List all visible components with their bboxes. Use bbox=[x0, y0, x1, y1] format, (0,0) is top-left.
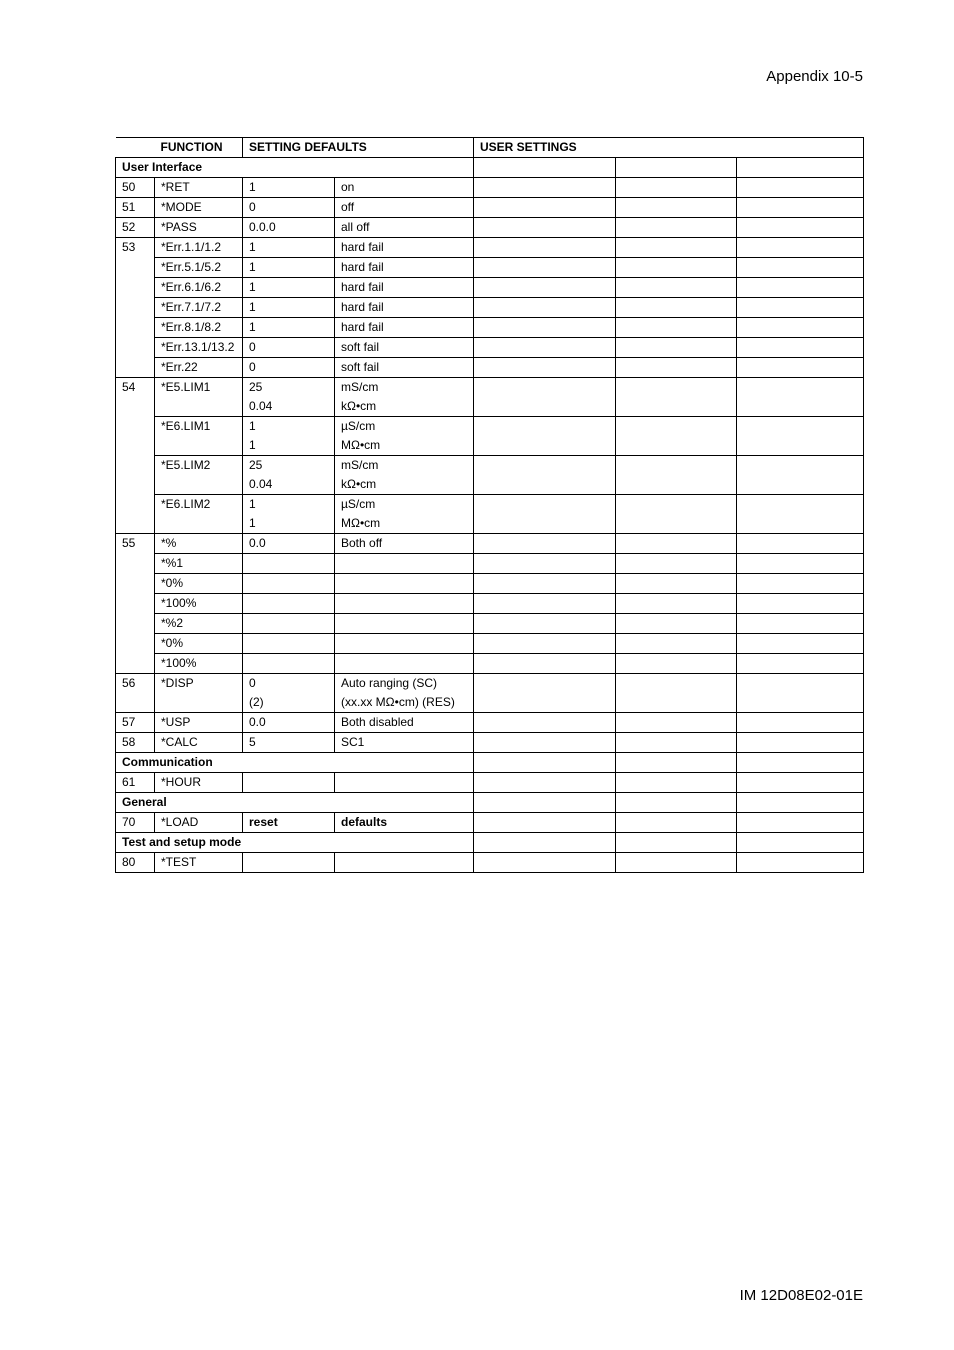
user-cell bbox=[616, 733, 737, 753]
default-description bbox=[335, 773, 474, 793]
default-value: 0.0 bbox=[243, 713, 335, 733]
row-number: 61 bbox=[116, 773, 155, 793]
row-number: 50 bbox=[116, 178, 155, 198]
default-value: 0 bbox=[243, 198, 335, 218]
function-name: *0% bbox=[155, 574, 243, 594]
user-cell bbox=[616, 833, 737, 853]
user-cell bbox=[737, 773, 864, 793]
table-row bbox=[116, 495, 864, 534]
user-cell bbox=[474, 417, 616, 456]
function-name: *E5.LIM1 bbox=[155, 378, 243, 417]
value-line: 25 bbox=[249, 458, 263, 472]
table-row bbox=[116, 554, 864, 574]
unit-line: kΩ•cm bbox=[341, 477, 377, 491]
default-description bbox=[335, 614, 474, 634]
unit-line: Auto ranging (SC) bbox=[341, 676, 438, 690]
default-value: 1 bbox=[243, 318, 335, 338]
user-cell bbox=[616, 358, 737, 378]
user-cell bbox=[737, 298, 864, 318]
row-number: 56 bbox=[116, 674, 155, 713]
table-row bbox=[116, 338, 864, 358]
default-value: 0 bbox=[243, 338, 335, 358]
user-cell bbox=[616, 198, 737, 218]
user-cell bbox=[737, 198, 864, 218]
function-name: *Err.7.1/7.2 bbox=[155, 298, 243, 318]
section-test-setup: Test and setup mode bbox=[116, 833, 474, 853]
user-cell bbox=[616, 158, 737, 178]
user-cell bbox=[616, 298, 737, 318]
user-cell bbox=[616, 554, 737, 574]
user-cell bbox=[737, 456, 864, 495]
settings-table bbox=[115, 137, 864, 873]
section-row bbox=[116, 793, 864, 813]
section-row bbox=[116, 753, 864, 773]
default-value bbox=[243, 594, 335, 614]
function-name: *%1 bbox=[155, 554, 243, 574]
user-cell bbox=[474, 278, 616, 298]
user-cell bbox=[474, 574, 616, 594]
user-cell bbox=[474, 793, 616, 813]
user-cell bbox=[737, 178, 864, 198]
unit-line: MΩ•cm bbox=[341, 516, 381, 530]
user-cell bbox=[616, 318, 737, 338]
user-cell bbox=[474, 258, 616, 278]
function-name: *0% bbox=[155, 634, 243, 654]
user-cell bbox=[474, 833, 616, 853]
user-cell bbox=[474, 674, 616, 713]
function-name: *Err.8.1/8.2 bbox=[155, 318, 243, 338]
default-description bbox=[335, 594, 474, 614]
table-row bbox=[116, 278, 864, 298]
user-cell bbox=[474, 456, 616, 495]
section-communication: Communication bbox=[116, 753, 474, 773]
table-row bbox=[116, 417, 864, 456]
default-description: soft fail bbox=[335, 358, 474, 378]
user-cell bbox=[616, 278, 737, 298]
user-cell bbox=[737, 594, 864, 614]
table-header-row bbox=[116, 138, 864, 158]
default-description bbox=[335, 495, 474, 534]
table-row bbox=[116, 733, 864, 753]
section-user-interface: User Interface bbox=[116, 158, 474, 178]
user-cell bbox=[616, 178, 737, 198]
default-value bbox=[243, 554, 335, 574]
function-name: *E6.LIM2 bbox=[155, 495, 243, 534]
function-name: *MODE bbox=[155, 198, 243, 218]
user-cell bbox=[616, 674, 737, 713]
default-value bbox=[243, 654, 335, 674]
unit-line: MΩ•cm bbox=[341, 438, 381, 452]
unit-line: kΩ•cm bbox=[341, 399, 377, 413]
default-description: all off bbox=[335, 218, 474, 238]
user-cell bbox=[474, 338, 616, 358]
default-value: 5 bbox=[243, 733, 335, 753]
default-value bbox=[243, 773, 335, 793]
user-cell bbox=[474, 614, 616, 634]
user-cell bbox=[474, 358, 616, 378]
section-general: General bbox=[116, 793, 474, 813]
table-row bbox=[116, 594, 864, 614]
user-cell bbox=[737, 338, 864, 358]
user-cell bbox=[474, 554, 616, 574]
function-name: *USP bbox=[155, 713, 243, 733]
user-cell bbox=[616, 534, 737, 554]
user-cell bbox=[737, 654, 864, 674]
function-name: *Err.6.1/6.2 bbox=[155, 278, 243, 298]
table-row bbox=[116, 654, 864, 674]
default-value: 1 bbox=[243, 178, 335, 198]
value-line: 0.04 bbox=[249, 399, 273, 413]
function-name: *E6.LIM1 bbox=[155, 417, 243, 456]
user-cell bbox=[737, 495, 864, 534]
row-number: 70 bbox=[116, 813, 155, 833]
function-name: *% bbox=[155, 534, 243, 554]
value-line: 0.04 bbox=[249, 477, 273, 491]
table-row bbox=[116, 238, 864, 258]
user-cell bbox=[474, 634, 616, 654]
default-description: off bbox=[335, 198, 474, 218]
table-row bbox=[116, 318, 864, 338]
default-value bbox=[243, 674, 335, 713]
default-value bbox=[243, 378, 335, 417]
value-line: (2) bbox=[249, 695, 264, 709]
function-name: *LOAD bbox=[155, 813, 243, 833]
table-row bbox=[116, 614, 864, 634]
default-description bbox=[335, 456, 474, 495]
table-row bbox=[116, 813, 864, 833]
default-value: reset bbox=[243, 813, 335, 833]
user-cell bbox=[616, 634, 737, 654]
function-name: *E5.LIM2 bbox=[155, 456, 243, 495]
table-row bbox=[116, 298, 864, 318]
default-value: 1 bbox=[243, 258, 335, 278]
unit-line: µS/cm bbox=[341, 497, 376, 511]
section-row bbox=[116, 158, 864, 178]
user-cell bbox=[737, 713, 864, 733]
header-user-settings: USER SETTINGS bbox=[474, 138, 864, 158]
default-value bbox=[243, 634, 335, 654]
user-cell bbox=[616, 338, 737, 358]
page-header: Appendix 10-5 bbox=[766, 68, 863, 85]
value-line: 25 bbox=[249, 380, 263, 394]
user-cell bbox=[474, 853, 616, 873]
user-cell bbox=[737, 614, 864, 634]
function-name: *RET bbox=[155, 178, 243, 198]
table-row bbox=[116, 378, 864, 417]
header-function: FUNCTION bbox=[155, 138, 243, 158]
table-row bbox=[116, 713, 864, 733]
default-description: hard fail bbox=[335, 258, 474, 278]
row-number: 57 bbox=[116, 713, 155, 733]
user-cell bbox=[737, 318, 864, 338]
user-cell bbox=[737, 793, 864, 813]
default-description bbox=[335, 634, 474, 654]
user-cell bbox=[474, 198, 616, 218]
table-row bbox=[116, 773, 864, 793]
header-blank bbox=[116, 138, 155, 158]
section-row bbox=[116, 833, 864, 853]
user-cell bbox=[737, 218, 864, 238]
user-cell bbox=[737, 158, 864, 178]
table-row bbox=[116, 218, 864, 238]
row-number: 55 bbox=[116, 534, 155, 674]
user-cell bbox=[737, 833, 864, 853]
table-row bbox=[116, 634, 864, 654]
function-name: *Err.1.1/1.2 bbox=[155, 238, 243, 258]
row-number: 51 bbox=[116, 198, 155, 218]
user-cell bbox=[737, 534, 864, 554]
user-cell bbox=[474, 813, 616, 833]
user-cell bbox=[474, 733, 616, 753]
unit-line: µS/cm bbox=[341, 419, 376, 433]
user-cell bbox=[737, 733, 864, 753]
default-value bbox=[243, 456, 335, 495]
user-cell bbox=[616, 378, 737, 417]
default-value bbox=[243, 853, 335, 873]
default-description: Both disabled bbox=[335, 713, 474, 733]
user-cell bbox=[616, 574, 737, 594]
user-cell bbox=[616, 713, 737, 733]
default-value: 1 bbox=[243, 298, 335, 318]
unit-line: (xx.xx MΩ•cm) (RES) bbox=[341, 695, 455, 709]
user-cell bbox=[616, 853, 737, 873]
user-cell bbox=[737, 853, 864, 873]
function-name: *Err.22 bbox=[155, 358, 243, 378]
user-cell bbox=[737, 574, 864, 594]
default-value bbox=[243, 495, 335, 534]
user-cell bbox=[474, 378, 616, 417]
user-cell bbox=[474, 773, 616, 793]
table-row bbox=[116, 853, 864, 873]
user-cell bbox=[474, 594, 616, 614]
default-description: SC1 bbox=[335, 733, 474, 753]
default-value: 1 bbox=[243, 278, 335, 298]
unit-line: mS/cm bbox=[341, 380, 379, 394]
default-description: on bbox=[335, 178, 474, 198]
table-row bbox=[116, 674, 864, 713]
user-cell bbox=[616, 258, 737, 278]
table-row bbox=[116, 258, 864, 278]
value-line: 1 bbox=[249, 497, 256, 511]
unit-line: mS/cm bbox=[341, 458, 379, 472]
user-cell bbox=[737, 278, 864, 298]
table-row bbox=[116, 534, 864, 554]
header-setting-defaults: SETTING DEFAULTS bbox=[243, 138, 474, 158]
user-cell bbox=[474, 753, 616, 773]
row-number: 54 bbox=[116, 378, 155, 534]
user-cell bbox=[616, 495, 737, 534]
function-name: *HOUR bbox=[155, 773, 243, 793]
function-name: *%2 bbox=[155, 614, 243, 634]
user-cell bbox=[737, 674, 864, 713]
default-value: 0.0 bbox=[243, 534, 335, 554]
value-line: 1 bbox=[249, 516, 256, 530]
function-name: *TEST bbox=[155, 853, 243, 873]
user-cell bbox=[474, 218, 616, 238]
row-number: 58 bbox=[116, 733, 155, 753]
value-line: 1 bbox=[249, 419, 256, 433]
function-name: *PASS bbox=[155, 218, 243, 238]
user-cell bbox=[474, 495, 616, 534]
default-description bbox=[335, 654, 474, 674]
user-cell bbox=[616, 238, 737, 258]
user-cell bbox=[616, 614, 737, 634]
user-cell bbox=[474, 534, 616, 554]
table-row bbox=[116, 456, 864, 495]
default-value bbox=[243, 417, 335, 456]
user-cell bbox=[616, 594, 737, 614]
function-name: *100% bbox=[155, 654, 243, 674]
user-cell bbox=[474, 178, 616, 198]
user-cell bbox=[737, 378, 864, 417]
default-description bbox=[335, 853, 474, 873]
user-cell bbox=[616, 813, 737, 833]
function-name: *100% bbox=[155, 594, 243, 614]
user-cell bbox=[737, 417, 864, 456]
user-cell bbox=[474, 298, 616, 318]
default-description bbox=[335, 417, 474, 456]
default-description: Both off bbox=[335, 534, 474, 554]
user-cell bbox=[474, 318, 616, 338]
user-cell bbox=[616, 654, 737, 674]
function-name: *Err.5.1/5.2 bbox=[155, 258, 243, 278]
user-cell bbox=[616, 753, 737, 773]
default-value: 0 bbox=[243, 358, 335, 378]
function-name: *DISP bbox=[155, 674, 243, 713]
default-value: 0.0.0 bbox=[243, 218, 335, 238]
default-value bbox=[243, 574, 335, 594]
row-number: 53 bbox=[116, 238, 155, 378]
user-cell bbox=[616, 417, 737, 456]
default-description: defaults bbox=[335, 813, 474, 833]
default-description bbox=[335, 554, 474, 574]
user-cell bbox=[737, 238, 864, 258]
table-row bbox=[116, 574, 864, 594]
user-cell bbox=[737, 554, 864, 574]
user-cell bbox=[474, 713, 616, 733]
user-cell bbox=[616, 218, 737, 238]
default-description: hard fail bbox=[335, 278, 474, 298]
default-description: hard fail bbox=[335, 298, 474, 318]
default-description: hard fail bbox=[335, 318, 474, 338]
user-cell bbox=[474, 654, 616, 674]
user-cell bbox=[737, 753, 864, 773]
function-name: *Err.13.1/13.2 bbox=[155, 338, 243, 358]
default-value bbox=[243, 614, 335, 634]
default-description bbox=[335, 378, 474, 417]
default-value: 1 bbox=[243, 238, 335, 258]
user-cell bbox=[474, 238, 616, 258]
table-row bbox=[116, 358, 864, 378]
default-description: hard fail bbox=[335, 238, 474, 258]
user-cell bbox=[616, 773, 737, 793]
user-cell bbox=[474, 158, 616, 178]
user-cell bbox=[616, 456, 737, 495]
user-cell bbox=[737, 813, 864, 833]
value-line: 0 bbox=[249, 676, 256, 690]
default-description bbox=[335, 674, 474, 713]
row-number: 52 bbox=[116, 218, 155, 238]
function-name: *CALC bbox=[155, 733, 243, 753]
row-number: 80 bbox=[116, 853, 155, 873]
default-description: soft fail bbox=[335, 338, 474, 358]
user-cell bbox=[616, 793, 737, 813]
value-line: 1 bbox=[249, 438, 256, 452]
document-id: IM 12D08E02-01E bbox=[739, 1287, 863, 1304]
table-row bbox=[116, 198, 864, 218]
user-cell bbox=[737, 634, 864, 654]
user-cell bbox=[737, 358, 864, 378]
table-row bbox=[116, 178, 864, 198]
user-cell bbox=[737, 258, 864, 278]
default-description bbox=[335, 574, 474, 594]
